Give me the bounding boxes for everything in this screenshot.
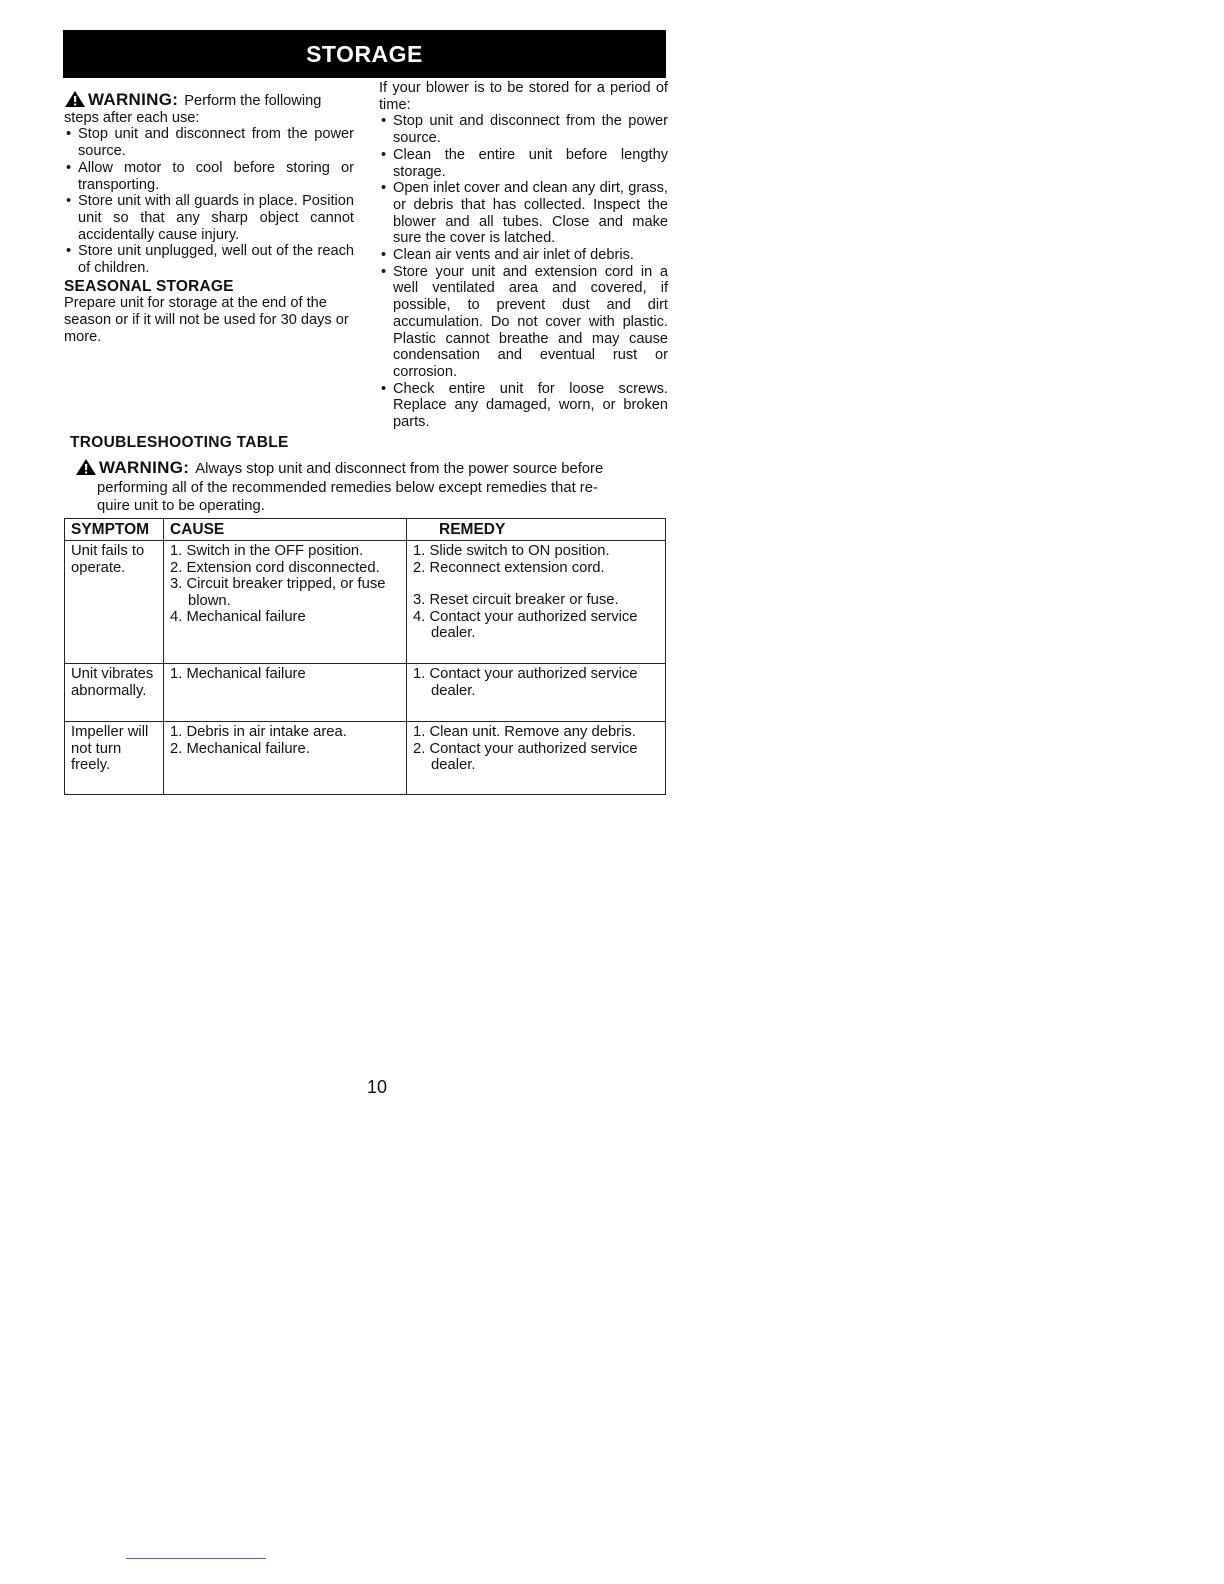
- warning-intro-continued: steps after each use:: [64, 109, 200, 126]
- remedy-item: 2. Contact your authorized service dealer.: [413, 740, 638, 774]
- list-item: • Open inlet cover and clean any dirt, grass, or debris that has collected. Inspect the blower and all tubes. Close and make sure the cover is latched.: [379, 180, 668, 247]
- cause-item: 1. Mechanical failure: [170, 666, 306, 682]
- symptom-cell: Impeller will not turn freely.: [65, 722, 164, 795]
- symptom-cell: Unit vibrates abnormally.: [65, 664, 164, 722]
- seasonal-storage-heading: SEASONAL STORAGE: [64, 277, 234, 295]
- remedy-item: 1. Clean unit. Remove any debris.: [413, 724, 636, 740]
- warning-triangle-icon: [75, 458, 97, 476]
- symptom-cell: Unit fails to operate.: [65, 541, 164, 664]
- footer-rule: [126, 1558, 266, 1559]
- column-header-remedy: REMEDY: [407, 519, 666, 541]
- left-column: [64, 87, 354, 346]
- remedy-item: 1. Contact your authorized service dealer.: [413, 666, 638, 699]
- remedy-cell: [407, 541, 666, 664]
- list-item: • Store unit unplugged, well out of the reach of children.: [64, 243, 354, 276]
- list-item: • Stop unit and disconnect from the power source.: [64, 126, 354, 159]
- warning-text-line-2: performing all of the recommended remedies below except remedies that re-: [97, 479, 598, 496]
- remedy-item: 1. Slide switch to ON position.: [413, 543, 610, 559]
- cause-item: 2. Mechanical failure.: [170, 740, 310, 757]
- right-column: [379, 80, 668, 431]
- list-item: • Allow motor to cool before storing or transporting.: [64, 160, 354, 193]
- warning-label: WARNING:: [99, 458, 190, 477]
- warning-text-line-3: quire unit to be operating.: [97, 498, 265, 514]
- warning-label: WARNING:: [88, 90, 179, 109]
- cause-item: 2. Extension cord disconnected.: [170, 559, 380, 576]
- section-banner: [63, 30, 666, 78]
- table-row: [65, 722, 666, 795]
- cause-item: 1. Switch in the OFF position.: [170, 543, 364, 559]
- list-item: • Store your unit and extension cord in a well ventilated area and covered, if possible, to prevent dust and dirt accumulation. Do not cover with plastic. Plastic cannot breathe and may cause condensation and eventual rust or corrosion.: [379, 264, 668, 381]
- section-title: STORAGE: [306, 40, 423, 67]
- cause-cell: [164, 541, 407, 664]
- warning-triangle-icon: [64, 90, 86, 108]
- table-row: [65, 541, 666, 664]
- troubleshooting-warning: [75, 455, 665, 516]
- remedy-cell: [407, 664, 666, 722]
- column-header-symptom: SYMPTOM: [65, 519, 164, 541]
- column-header-cause: CAUSE: [164, 519, 407, 541]
- list-item: • Check entire unit for loose screws. Replace any damaged, worn, or broken parts.: [379, 381, 668, 431]
- remedy-item: 3. Reset circuit breaker or fuse.: [413, 592, 619, 609]
- seasonal-storage-text: Prepare unit for storage at the end of the season or if it will not be used for 30 days or more.: [64, 295, 349, 345]
- list-item: • Clean air vents and air inlet of debris.: [379, 247, 668, 264]
- cause-cell: [164, 722, 407, 795]
- cause-item: 4. Mechanical failure: [170, 609, 306, 626]
- list-item: • Stop unit and disconnect from the power source.: [379, 113, 668, 146]
- warning-line: [75, 455, 665, 479]
- warning-text-line-1: Always stop unit and disconnect from the power source before: [195, 461, 604, 477]
- remedy-item: 4. Contact your authorized service dealer.: [413, 608, 638, 642]
- cause-item: 3. Circuit breaker tripped, or fuse blown.: [170, 576, 386, 609]
- table-header-row: [65, 519, 666, 541]
- remedy-item: 2. Reconnect extension cord.: [413, 559, 605, 576]
- cause-cell: [164, 664, 407, 722]
- storage-intro: If your blower is to be stored for a period of time:: [379, 80, 668, 113]
- list-item: • Store unit with all guards in place. Position unit so that any sharp object cannot accidentally cause injury.: [64, 193, 354, 243]
- page-number: 10: [367, 1077, 388, 1097]
- warning-line: [64, 87, 354, 110]
- remedy-cell: [407, 722, 666, 795]
- troubleshooting-title: TROUBLESHOOTING TABLE: [70, 434, 289, 451]
- warning-intro: Perform the following: [184, 93, 322, 109]
- list-item: • Clean the entire unit before lengthy storage.: [379, 147, 668, 180]
- cause-item: 1. Debris in air intake area.: [170, 724, 347, 740]
- table-row: [65, 664, 666, 722]
- troubleshooting-table: [64, 518, 666, 795]
